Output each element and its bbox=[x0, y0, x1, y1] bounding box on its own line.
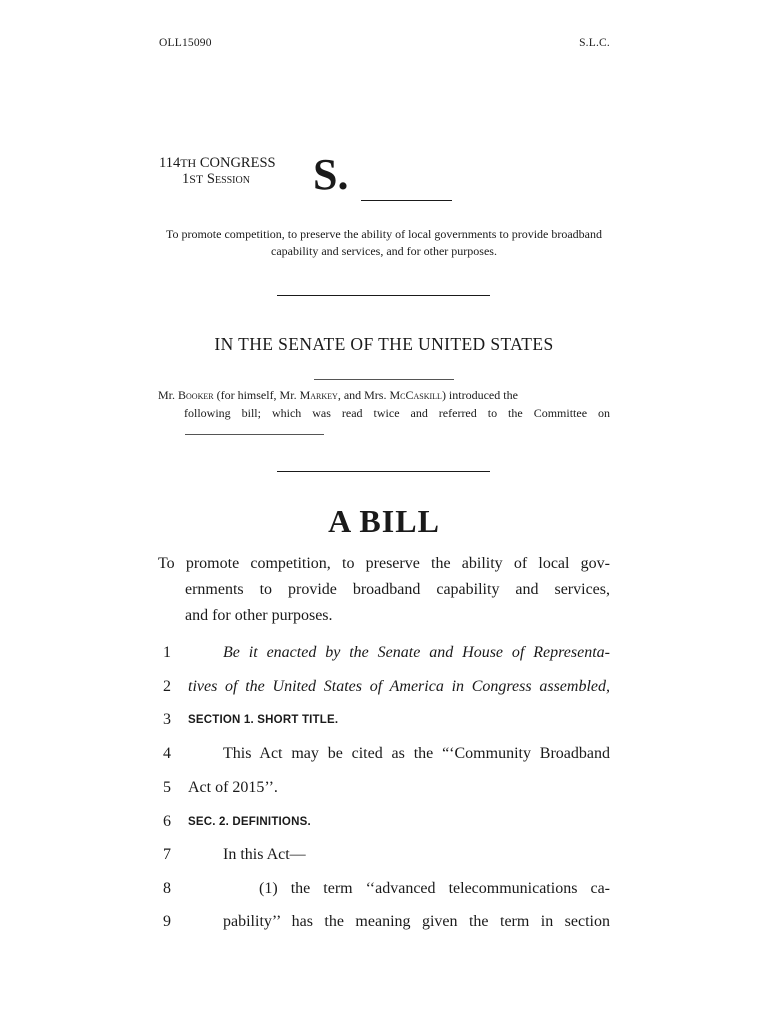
line-number: 3 bbox=[163, 711, 171, 728]
session-number: 1 bbox=[182, 171, 190, 187]
long-title-line: To promote competition, to preserve the ability of local gov- bbox=[158, 555, 610, 572]
line-number: 9 bbox=[163, 913, 171, 930]
chamber-heading: IN THE SENATE OF THE UNITED STATES bbox=[214, 334, 554, 354]
bill-line bbox=[158, 708, 610, 732]
enacting-clause: tives of the United States of America in Congress assembled, bbox=[188, 678, 610, 695]
line-number: 7 bbox=[163, 846, 171, 863]
line-number: 6 bbox=[163, 813, 171, 830]
congress-label: CONGRESS bbox=[196, 155, 276, 171]
line-number: 4 bbox=[163, 745, 171, 762]
session-number-suffix: ST bbox=[189, 172, 204, 186]
committee-blank bbox=[185, 434, 324, 435]
section-heading: SEC. 2. DEFINITIONS. bbox=[188, 816, 311, 828]
bill-line bbox=[158, 843, 610, 867]
introduction-line-2: following bill; which was read twice and referred to the Committee on bbox=[184, 406, 610, 420]
long-title-line: and for other purposes. bbox=[185, 607, 333, 624]
congress-session-block bbox=[159, 155, 276, 187]
section-text: In this Act— bbox=[223, 846, 306, 863]
bill-heading: A BILL bbox=[328, 503, 440, 539]
line-number: 8 bbox=[163, 880, 171, 897]
bill-number-blank bbox=[361, 200, 452, 201]
session-label: Session bbox=[203, 171, 250, 187]
document-id: OLL15090 bbox=[159, 37, 212, 49]
cosponsor-name: Markey bbox=[299, 388, 338, 402]
session-line bbox=[159, 171, 276, 187]
line-number: 1 bbox=[163, 644, 171, 661]
bill-line bbox=[158, 810, 610, 834]
section-text: This Act may be cited as the “‘Community Broadband bbox=[223, 745, 610, 762]
divider-rule bbox=[277, 295, 490, 296]
congress-number: 114 bbox=[159, 155, 181, 171]
definition-text: pability’’ has the meaning given the term in section bbox=[223, 913, 610, 930]
divider-rule bbox=[277, 471, 490, 472]
bill-line bbox=[158, 742, 610, 766]
introduction-line-1: Mr. Booker (for himself, Mr. Markey, and Mrs. McCaskill) introduced the bbox=[158, 388, 518, 402]
bill-designation: S. bbox=[313, 150, 349, 199]
sponsor-name: Booker bbox=[178, 388, 214, 402]
bill-line bbox=[158, 877, 610, 901]
cosponsor-name: McCaskill bbox=[389, 388, 442, 402]
long-title bbox=[158, 551, 610, 629]
thin-divider bbox=[314, 379, 454, 380]
definition-text: (1) the term ‘‘advanced telecommunications ca- bbox=[259, 880, 610, 897]
introduction-paragraph bbox=[158, 386, 610, 422]
short-purpose: To promote competition, to preserve the ability of local governments to provide broadband capability and services, and for other purposes. bbox=[165, 227, 603, 258]
bill-line bbox=[158, 675, 610, 699]
congress-line bbox=[159, 155, 276, 171]
long-title-line: ernments to provide broadband capability and services, bbox=[185, 581, 610, 598]
line-number: 5 bbox=[163, 779, 171, 796]
slc-label: S.L.C. bbox=[579, 37, 610, 49]
bill-line bbox=[158, 641, 610, 665]
congress-number-suffix: TH bbox=[180, 156, 197, 170]
section-text: Act of 2015’’. bbox=[188, 779, 278, 796]
bill-line bbox=[158, 910, 610, 934]
line-number: 2 bbox=[163, 678, 171, 695]
enacting-clause: Be it enacted by the Senate and House of Representa- bbox=[223, 644, 610, 661]
section-heading: SECTION 1. SHORT TITLE. bbox=[188, 714, 339, 726]
bill-line bbox=[158, 776, 610, 800]
